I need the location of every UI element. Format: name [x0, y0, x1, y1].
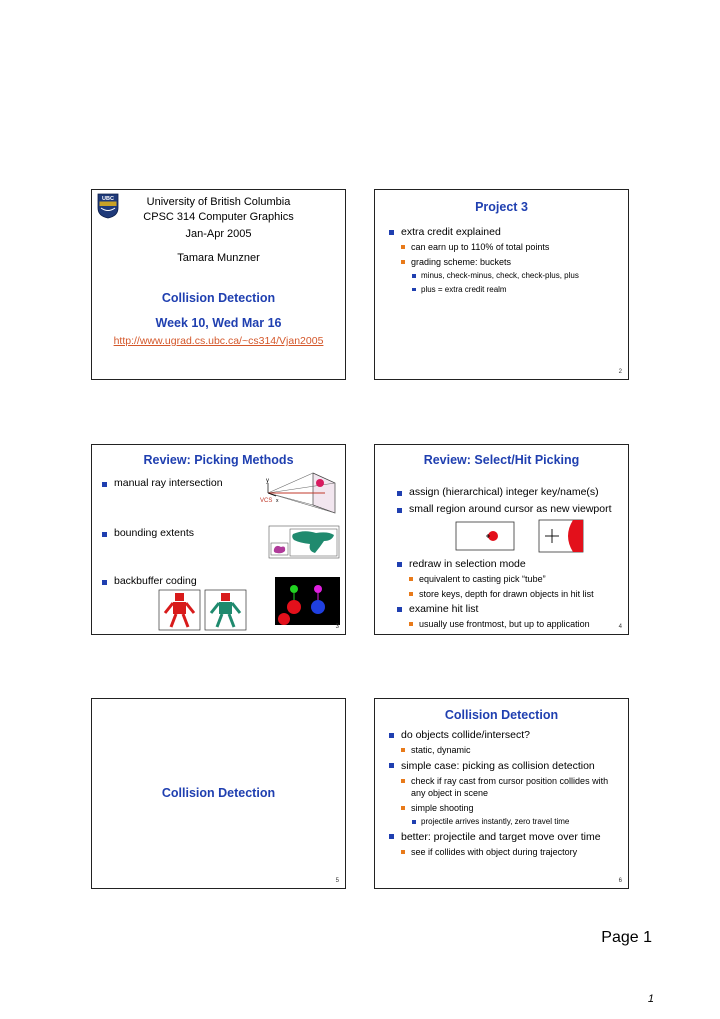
vcs-label: VCS — [260, 498, 273, 504]
week-title: Week 10, Wed Mar 16 — [155, 316, 282, 330]
sub-bullet: see if collides with object during trajectory — [389, 846, 624, 859]
ray-intersection-diagram — [258, 469, 340, 521]
slide-3 — [91, 444, 346, 635]
course: CPSC 314 Computer Graphics — [143, 211, 294, 223]
sub-sub-bullet: minus, check-minus, check, check-plus, plus — [389, 270, 624, 282]
bullet-list — [389, 726, 624, 858]
slide-title: Review: Picking Methods — [143, 453, 294, 467]
ray-target-sphere — [316, 479, 324, 487]
bullet: manual ray intersection — [114, 477, 223, 489]
slide-number: 6 — [618, 878, 622, 884]
slide-4 — [374, 444, 629, 635]
instructor: Tamara Munzner — [177, 252, 260, 264]
slide-5 — [91, 698, 346, 889]
slide-number: 5 — [335, 878, 339, 884]
bullet: small region around cursor as new viewport — [409, 503, 612, 515]
slide-1 — [91, 189, 346, 380]
bullet: redraw in selection mode — [397, 557, 624, 571]
sub-bullet: usually use frontmost, but up to application — [397, 618, 624, 631]
section-title: Collision Detection — [161, 786, 276, 800]
slide-number: 4 — [618, 624, 622, 630]
backbuffer-coding-diagram — [158, 577, 341, 632]
slide-2 — [374, 189, 629, 380]
bounding-extents-diagram — [268, 525, 340, 559]
sub-bullet: simple shooting — [389, 802, 624, 815]
slide-title: Review: Select/Hit Picking — [423, 453, 580, 467]
sub-bullet: equivalent to casting pick “tube” — [397, 573, 624, 586]
slide-number: 3 — [335, 624, 339, 630]
course-url-link[interactable]: http://www.ugrad.cs.ubc.ca/~cs314/Vjan2005 — [113, 335, 324, 347]
bullet: assign (hierarchical) integer key/name(s) — [409, 486, 599, 498]
axis-y-label: y — [266, 478, 269, 484]
sub-bullet: check if ray cast from cursor position collides with any object in scene — [389, 775, 624, 800]
bullet: simple case: picking as collision detection — [389, 759, 624, 773]
sub-bullet: can earn up to 110% of total points — [389, 241, 624, 254]
slide-number: 2 — [618, 369, 622, 375]
sub-sub-bullet: projectile arrives instantly, zero travel time — [389, 816, 624, 828]
bullet: better: projectile and target move over time — [389, 830, 624, 844]
slide-title: Project 3 — [475, 200, 528, 214]
bullet-list — [397, 555, 624, 631]
bullet: examine hit list — [397, 602, 624, 616]
logo-text: UBC — [102, 196, 114, 202]
bullet: do objects collide/intersect? — [389, 728, 624, 742]
bullet: bounding extents — [114, 527, 194, 539]
slide-title: Collision Detection — [444, 708, 559, 722]
axis-x-label: x — [276, 498, 279, 504]
bullet: backbuffer coding — [114, 575, 197, 587]
bullet-list — [389, 223, 624, 295]
page-number: 1 — [647, 993, 654, 1005]
page-footer-label: Page 1 — [601, 929, 652, 946]
bullet: extra credit explained — [389, 225, 624, 239]
sub-bullet: store keys, depth for drawn objects in hit list — [397, 588, 624, 601]
selection-viewport-diagram — [455, 519, 585, 553]
sub-sub-bullet: plus = extra credit realm — [389, 284, 624, 296]
term: Jan-Apr 2005 — [185, 228, 252, 240]
sub-bullet: static, dynamic — [389, 744, 624, 757]
slide-6 — [374, 698, 629, 889]
topic-title: Collision Detection — [161, 291, 276, 305]
sub-bullet: grading scheme: buckets — [389, 256, 624, 269]
institution: University of British Columbia — [146, 196, 291, 208]
